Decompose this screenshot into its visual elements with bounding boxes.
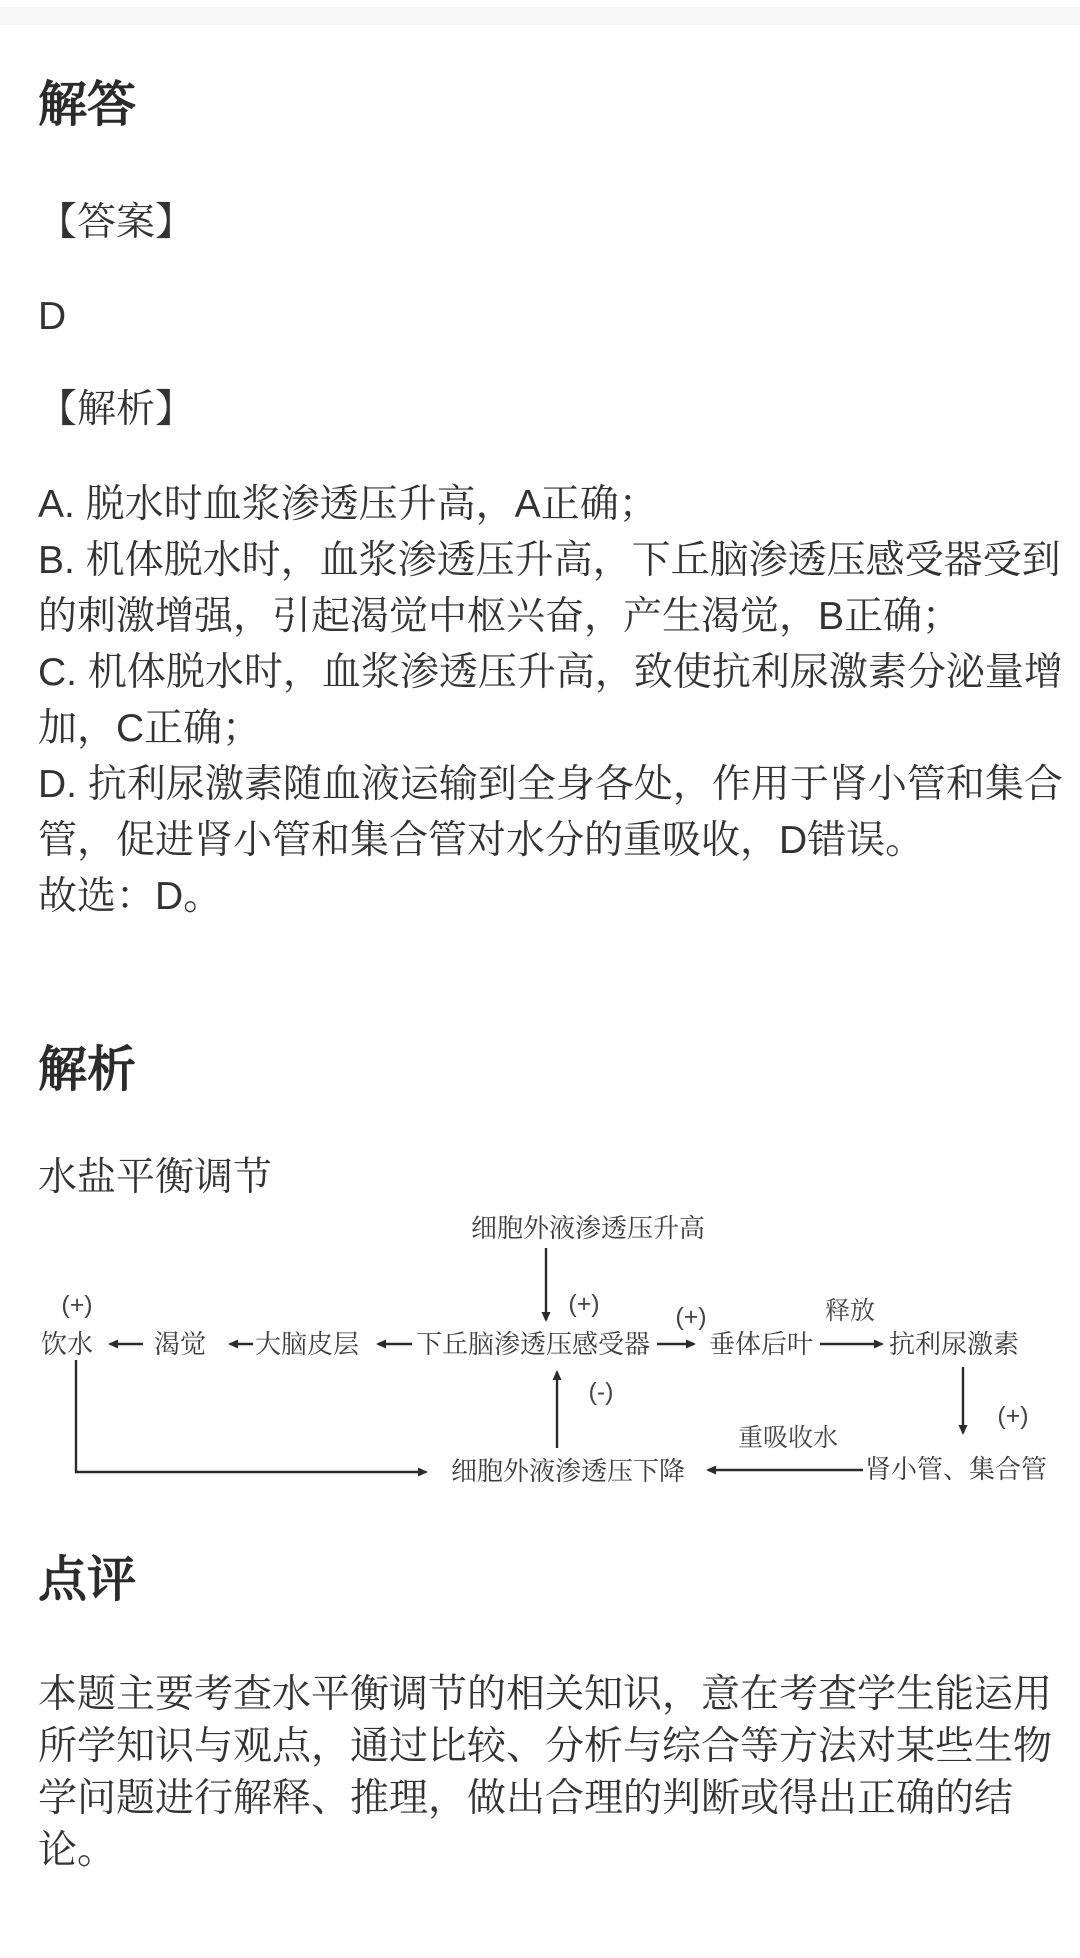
answer-value: D [38,295,67,338]
text-line: 故选：D。 [38,875,223,918]
text-line: B. 机体脱水时，血浆渗透压升高，下丘脑渗透压感受器受到 [38,539,1061,582]
diagram-node-posterior-pituitary: 垂体后叶 [708,1329,814,1359]
text-line: 的刺激增强，引起渴觉中枢兴奋，产生渴觉，B正确； [38,595,962,638]
analysis-text-block [38,477,1063,925]
water-salt-regulation-diagram [0,1200,1080,1510]
diagram-node-osmotic-pressure-fall: 细胞外液渗透压下降 [450,1456,686,1486]
diagram-node-cerebral-cortex: 大脑皮层 [254,1329,360,1359]
top-divider-bar [0,7,1080,25]
section-heading-comment: 点评 [38,1553,137,1607]
diagram-label-release: 释放 [824,1297,876,1325]
diagram-node-hypothalamus-receptor: 下丘脑渗透压感受器 [415,1329,651,1359]
diagram-node-thirst: 渴觉 [153,1329,207,1359]
text-line: 学问题进行解释、推理，做出合理的判断或得出正确的结 [38,1777,1014,1820]
diagram-node-renal-tubule-collecting-duct: 肾小管、集合管 [864,1454,1048,1484]
analysis-label: 【解析】 [38,388,195,431]
explanation-subtitle: 水盐平衡调节 [38,1156,273,1199]
diagram-label-plus-pituitary: (+) [675,1303,707,1331]
text-line: C. 机体脱水时，血浆渗透压升高，致使抗利尿激素分泌量增 [38,651,1063,694]
text-line: 管，促进肾小管和集合管对水分的重吸收，D错误。 [38,819,925,862]
text-line: A. 脱水时血浆渗透压升高，A正确； [38,483,658,526]
diagram-label-water-reabsorption: 重吸收水 [737,1424,839,1452]
answer-label: 【答案】 [38,201,195,244]
text-line: 加，C正确； [38,707,262,750]
section-heading-explanation: 解析 [38,1043,137,1097]
section-heading-answer: 解答 [38,78,137,132]
comment-text-block [38,1669,1052,1877]
diagram-label-plus-rise: (+) [568,1290,600,1318]
text-line: 本题主要考查水平衡调节的相关知识，意在考查学生能运用 [38,1673,1053,1716]
diagram-label-plus-kidney: (+) [997,1402,1029,1430]
diagram-label-plus-drink: (+) [61,1291,93,1319]
diagram-node-drink-water: 饮水 [40,1329,94,1359]
text-line: D. 抗利尿激素随血液运输到全身各处，作用于肾小管和集合 [38,763,1063,806]
diagram-label-minus-feedback: (-) [588,1378,614,1406]
diagram-node-antidiuretic-hormone: 抗利尿激素 [888,1329,1020,1359]
text-line: 论。 [38,1829,117,1872]
diagram-node-osmotic-pressure-rise: 细胞外液渗透压升高 [470,1213,706,1243]
text-line: 所学知识与观点，通过比较、分析与综合等方法对某些生物 [38,1725,1053,1768]
